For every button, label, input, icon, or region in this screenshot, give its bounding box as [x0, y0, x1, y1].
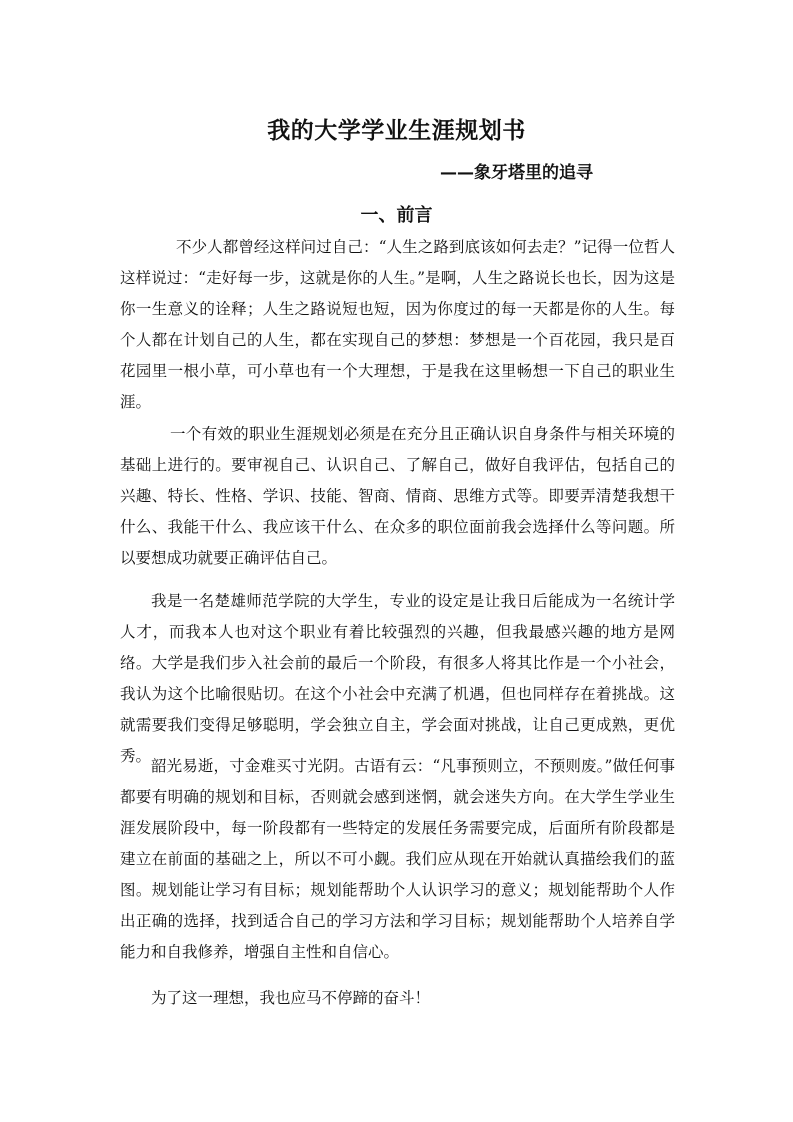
document-subtitle: ——象牙塔里的追寻 [440, 163, 593, 183]
section-heading-preface: 一、前言 [360, 205, 433, 226]
document-title: 我的大学学业生涯规划书 [267, 118, 526, 144]
paragraph-5: 为了这一理想，我也应马不停蹄的奋斗！ [151, 989, 431, 1007]
paragraph-1: 不少人都曾经这样问过自己：“人生之路到底该如何去走？”记得一位哲人这样说过：“走好每一步，这就是你的人生。”是啊，人生之路说长也长，因为这是你一生意义的诠释；人生之路说短也短，因为你度过的每一天都是你的人生。每个人都在计划自己的人生，都在实现自己的梦想：梦想是一个百花园，我只是百花园里一根小草，可小草也有一个大理想，于是我在这里畅想一下自己的职业生涯。 [120, 238, 675, 411]
paragraph-2: 一个有效的职业生涯规划必须是在充分且正确认识自身条件与相关环境的基础上进行的。要审视自己、认识自己、了解自己，做好自我评估，包括自己的兴趣、特长、性格、学识、技能、智商、情商、思维方式等。即要弄清楚我想干什么、我能干什么、我应该干什么、在众多的职位面前我会选择什么等问题。所以要想成功就要正确评估自己。 [120, 425, 675, 567]
paragraph-3: 我是一名楚雄师范学院的大学生，专业的设定是让我日后能成为一名统计学人才，而我本人也对这个职业有着比较强烈的兴趣，但我最感兴趣的地方是网络。大学是我们步入社会前的最后一个阶段，有很多人将其比作是一个小社会，我认为这个比喻很贴切。在这个小社会中充满了机遇，但也同样存在着挑战。这就需要我们变得足够聪明，学会独立自主，学会面对挑战，让自己更成熟，更优秀。 [120, 592, 675, 765]
paragraph-4: 韶光易逝，寸金难买寸光阴。古语有云：“凡事预则立，不预则废。”做任何事都要有明确的规划和目标，否则就会感到迷惘，就会迷失方向。在大学生学业生涯发展阶段中，每一阶段都有一些特定的发展任务需要完成，后面所有阶段都是建立在前面的基础之上，所以不可小觑。我们应从现在开始就认真描绘我们的蓝图。规划能让学习有目标；规划能帮助个人认识学习的意义；规划能帮助个人作出正确的选择，找到适合自己的学习方法和学习目标；规划能帮助个人培养自学能力和自我修养，增强自主性和自信心。 [120, 757, 675, 961]
